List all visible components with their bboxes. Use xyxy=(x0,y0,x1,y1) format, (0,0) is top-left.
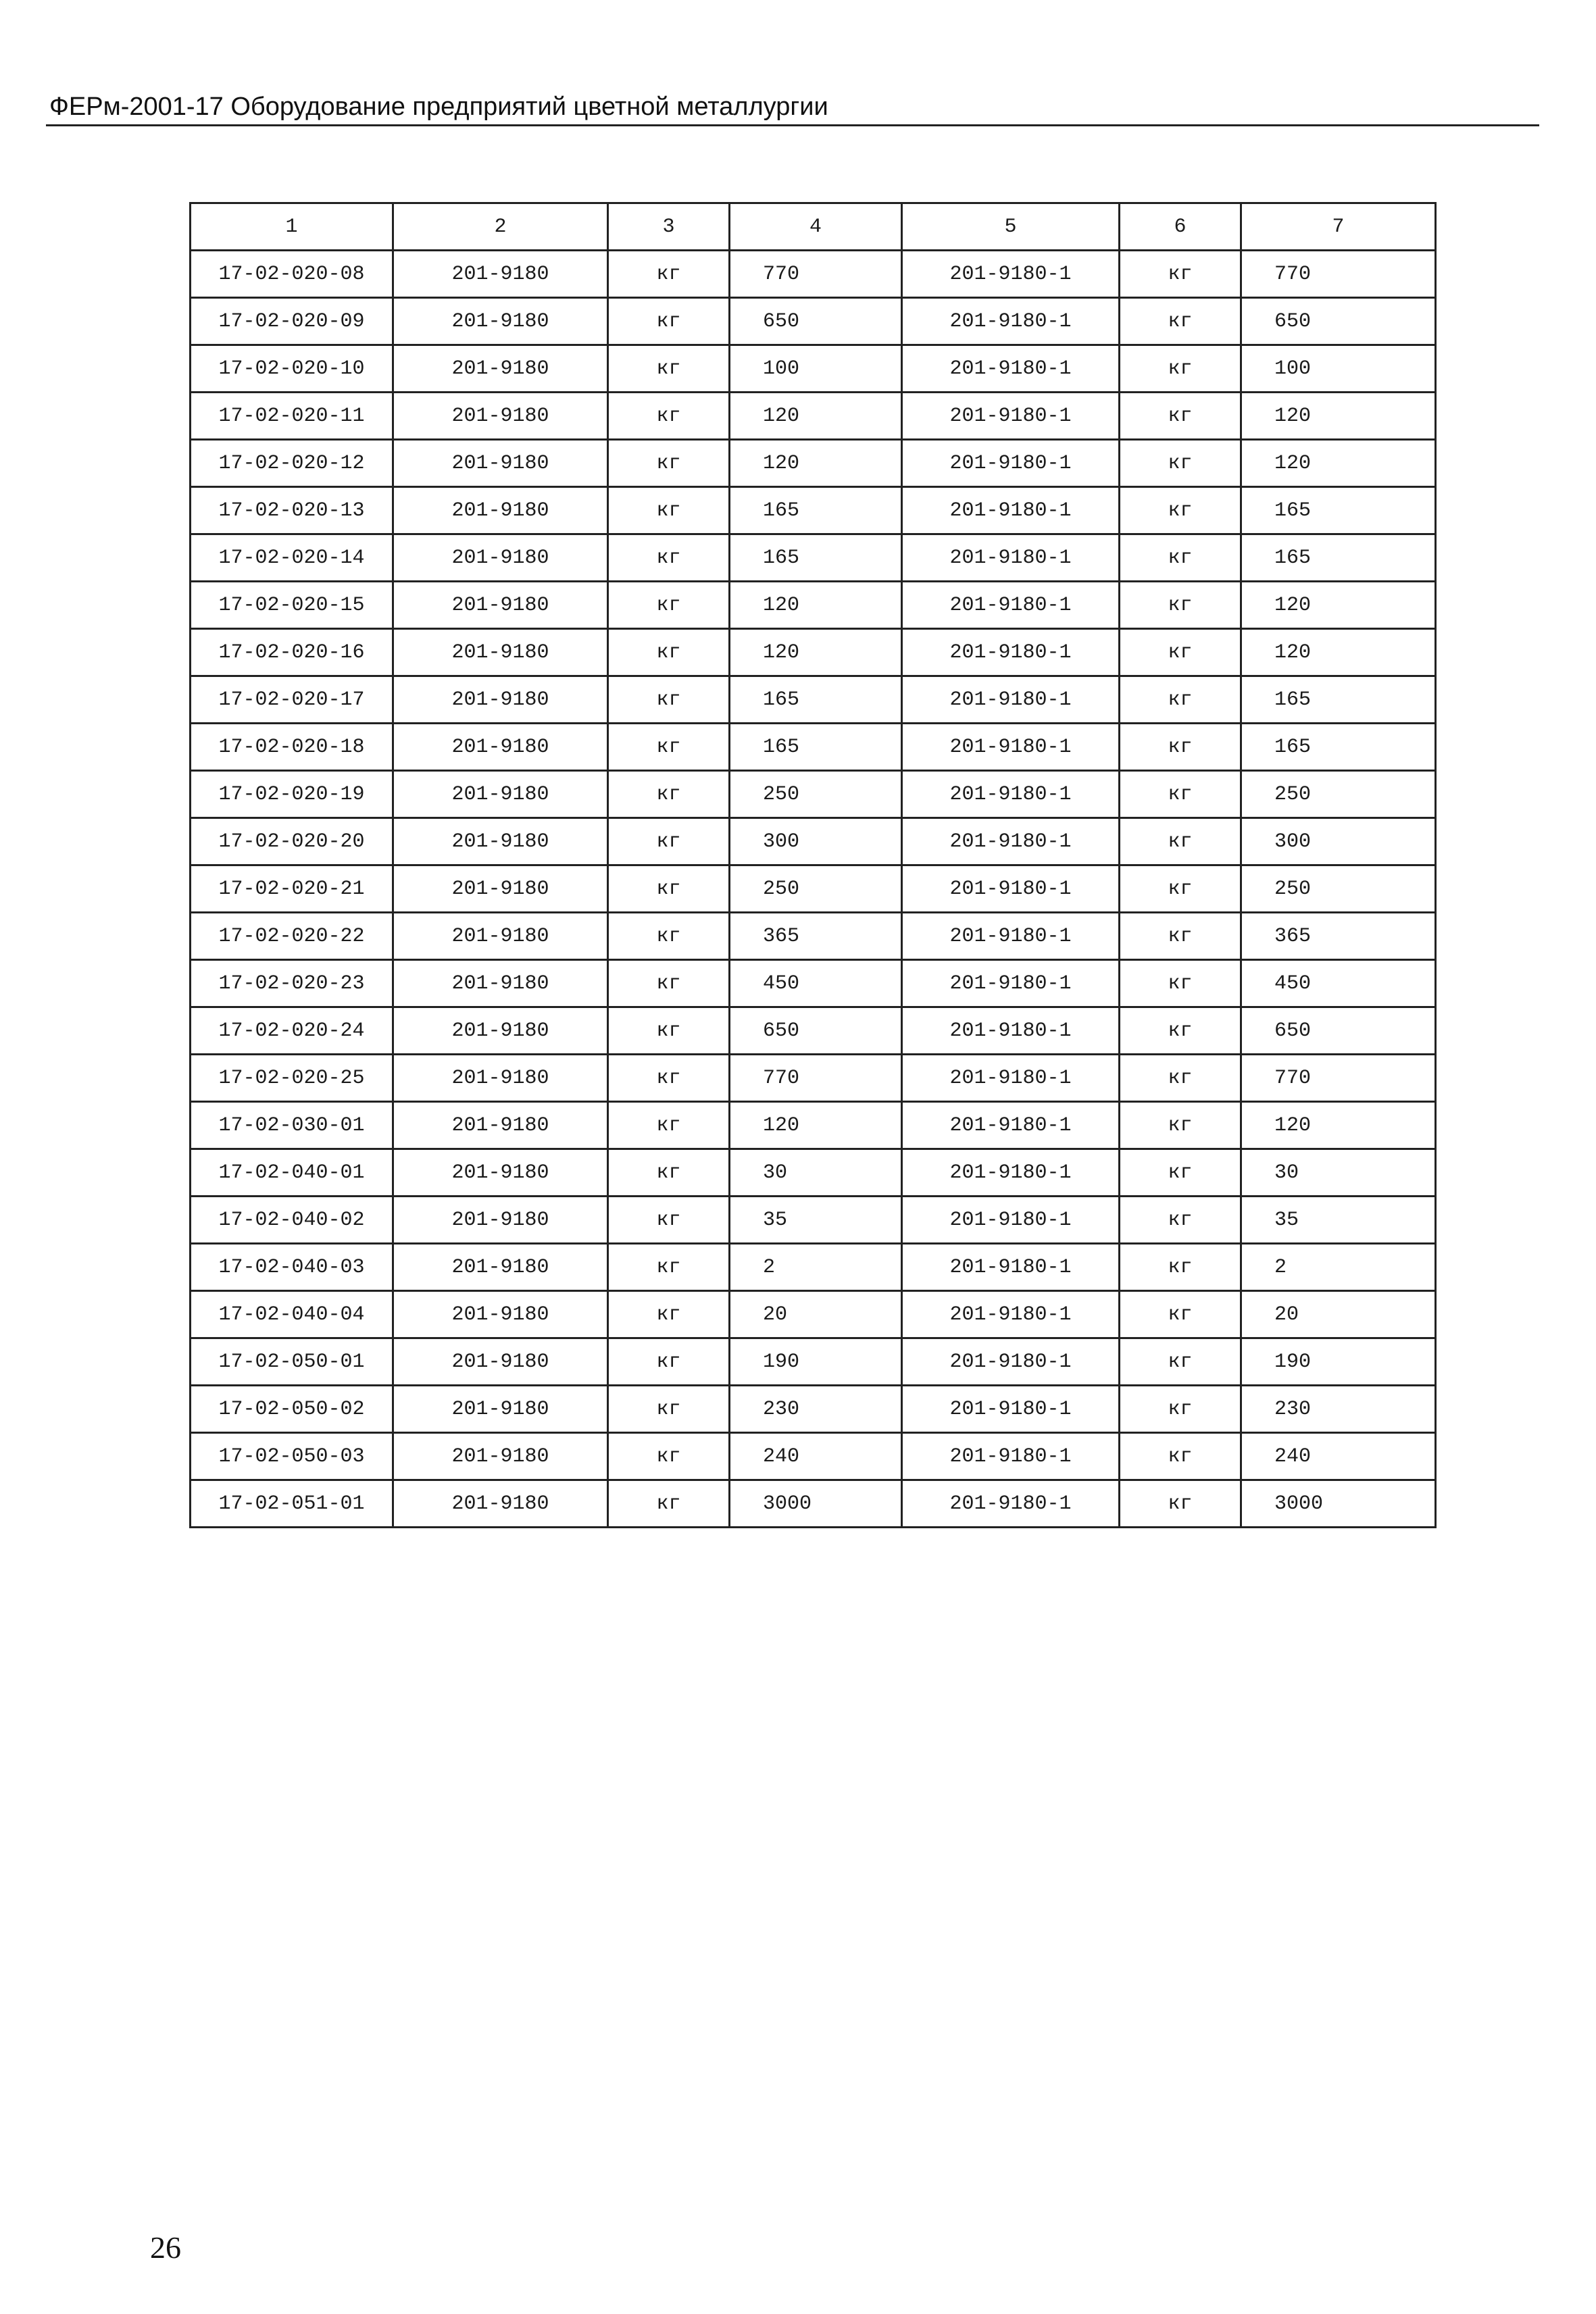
replacement-unit-cell: кг xyxy=(1120,1291,1241,1338)
resource-code-cell: 201-9180 xyxy=(393,724,608,771)
resource-code-cell: 201-9180 xyxy=(393,393,608,440)
replacement-quantity-cell: 165 xyxy=(1241,676,1436,724)
resource-code-cell: 201-9180 xyxy=(393,1386,608,1433)
replacement-unit-cell: кг xyxy=(1120,913,1241,960)
code-cell: 17-02-020-13 xyxy=(191,487,393,534)
replacement-unit-cell: кг xyxy=(1120,251,1241,298)
unit-cell: кг xyxy=(608,960,730,1007)
replacement-quantity-cell: 100 xyxy=(1241,345,1436,393)
replacement-quantity-cell: 165 xyxy=(1241,534,1436,582)
quantity-cell: 165 xyxy=(730,534,902,582)
replacement-quantity-cell: 250 xyxy=(1241,865,1436,913)
unit-cell: кг xyxy=(608,629,730,676)
replacement-unit-cell: кг xyxy=(1120,818,1241,865)
code-cell: 17-02-020-10 xyxy=(191,345,393,393)
unit-cell: кг xyxy=(608,1197,730,1244)
replacement-quantity-cell: 650 xyxy=(1241,1007,1436,1055)
replacement-code-cell: 201-9180-1 xyxy=(902,298,1120,345)
resource-code-cell: 201-9180 xyxy=(393,1007,608,1055)
unit-cell: кг xyxy=(608,534,730,582)
replacement-unit-cell: кг xyxy=(1120,1197,1241,1244)
resource-code-cell: 201-9180 xyxy=(393,534,608,582)
unit-cell: кг xyxy=(608,582,730,629)
replacement-unit-cell: кг xyxy=(1120,771,1241,818)
table-header-row xyxy=(191,203,1436,251)
code-cell: 17-02-020-21 xyxy=(191,865,393,913)
quantity-cell: 365 xyxy=(730,913,902,960)
resource-code-cell: 201-9180 xyxy=(393,582,608,629)
code-cell: 17-02-050-03 xyxy=(191,1433,393,1480)
replacement-quantity-cell: 190 xyxy=(1241,1338,1436,1386)
resource-code-cell: 201-9180 xyxy=(393,865,608,913)
replacement-unit-cell: кг xyxy=(1120,1149,1241,1197)
replacement-code-cell: 201-9180-1 xyxy=(902,1338,1120,1386)
replacement-code-cell: 201-9180-1 xyxy=(902,1291,1120,1338)
code-cell: 17-02-020-11 xyxy=(191,393,393,440)
unit-cell: кг xyxy=(608,1007,730,1055)
quantity-cell: 250 xyxy=(730,865,902,913)
code-cell: 17-02-020-14 xyxy=(191,534,393,582)
code-cell: 17-02-020-17 xyxy=(191,676,393,724)
table-row xyxy=(191,1338,1436,1386)
replacement-code-cell: 201-9180-1 xyxy=(902,818,1120,865)
quantity-cell: 770 xyxy=(730,1055,902,1102)
table-row xyxy=(191,1433,1436,1480)
unit-cell: кг xyxy=(608,1055,730,1102)
resource-code-cell: 201-9180 xyxy=(393,771,608,818)
column-header-6: 6 xyxy=(1120,203,1241,251)
table-row xyxy=(191,771,1436,818)
resource-code-cell: 201-9180 xyxy=(393,1338,608,1386)
code-cell: 17-02-020-19 xyxy=(191,771,393,818)
code-cell: 17-02-040-01 xyxy=(191,1149,393,1197)
replacement-quantity-cell: 650 xyxy=(1241,298,1436,345)
code-cell: 17-02-020-25 xyxy=(191,1055,393,1102)
replacement-quantity-cell: 165 xyxy=(1241,487,1436,534)
resource-code-cell: 201-9180 xyxy=(393,913,608,960)
code-cell: 17-02-040-04 xyxy=(191,1291,393,1338)
code-cell: 17-02-040-03 xyxy=(191,1244,393,1291)
quantity-cell: 450 xyxy=(730,960,902,1007)
unit-cell: кг xyxy=(608,345,730,393)
code-cell: 17-02-030-01 xyxy=(191,1102,393,1149)
code-cell: 17-02-020-18 xyxy=(191,724,393,771)
resource-code-cell: 201-9180 xyxy=(393,1149,608,1197)
replacement-unit-cell: кг xyxy=(1120,393,1241,440)
replacement-code-cell: 201-9180-1 xyxy=(902,393,1120,440)
unit-cell: кг xyxy=(608,393,730,440)
unit-cell: кг xyxy=(608,1338,730,1386)
quantity-cell: 3000 xyxy=(730,1480,902,1528)
replacement-quantity-cell: 300 xyxy=(1241,818,1436,865)
replacement-unit-cell: кг xyxy=(1120,1433,1241,1480)
quantity-cell: 165 xyxy=(730,487,902,534)
replacement-code-cell: 201-9180-1 xyxy=(902,251,1120,298)
column-header-5: 5 xyxy=(902,203,1120,251)
table-row xyxy=(191,960,1436,1007)
table-row xyxy=(191,1386,1436,1433)
unit-cell: кг xyxy=(608,487,730,534)
unit-cell: кг xyxy=(608,865,730,913)
table-row xyxy=(191,865,1436,913)
replacement-code-cell: 201-9180-1 xyxy=(902,865,1120,913)
resource-code-cell: 201-9180 xyxy=(393,345,608,393)
replacement-code-cell: 201-9180-1 xyxy=(902,1433,1120,1480)
document-header-title: ФЕРм-2001-17 Оборудование предприятий цветной металлургии xyxy=(49,93,828,121)
replacement-unit-cell: кг xyxy=(1120,345,1241,393)
table-row xyxy=(191,251,1436,298)
replacement-code-cell: 201-9180-1 xyxy=(902,345,1120,393)
replacement-quantity-cell: 770 xyxy=(1241,1055,1436,1102)
table-row xyxy=(191,913,1436,960)
replacement-code-cell: 201-9180-1 xyxy=(902,1102,1120,1149)
table-row xyxy=(191,629,1436,676)
quantity-cell: 165 xyxy=(730,676,902,724)
unit-cell: кг xyxy=(608,440,730,487)
replacement-code-cell: 201-9180-1 xyxy=(902,629,1120,676)
replacement-unit-cell: кг xyxy=(1120,676,1241,724)
replacement-unit-cell: кг xyxy=(1120,1055,1241,1102)
unit-cell: кг xyxy=(608,771,730,818)
replacement-unit-cell: кг xyxy=(1120,1386,1241,1433)
resource-code-cell: 201-9180 xyxy=(393,440,608,487)
quantity-cell: 190 xyxy=(730,1338,902,1386)
replacement-code-cell: 201-9180-1 xyxy=(902,771,1120,818)
table-row xyxy=(191,393,1436,440)
quantity-cell: 30 xyxy=(730,1149,902,1197)
unit-cell: кг xyxy=(608,251,730,298)
replacement-unit-cell: кг xyxy=(1120,629,1241,676)
unit-cell: кг xyxy=(608,1102,730,1149)
code-cell: 17-02-020-16 xyxy=(191,629,393,676)
replacement-unit-cell: кг xyxy=(1120,1102,1241,1149)
table-row xyxy=(191,1480,1436,1528)
replacement-unit-cell: кг xyxy=(1120,298,1241,345)
code-cell: 17-02-051-01 xyxy=(191,1480,393,1528)
replacement-unit-cell: кг xyxy=(1120,960,1241,1007)
replacement-quantity-cell: 240 xyxy=(1241,1433,1436,1480)
replacement-unit-cell: кг xyxy=(1120,1480,1241,1528)
replacement-quantity-cell: 450 xyxy=(1241,960,1436,1007)
resource-code-cell: 201-9180 xyxy=(393,818,608,865)
column-header-7: 7 xyxy=(1241,203,1436,251)
replacement-code-cell: 201-9180-1 xyxy=(902,534,1120,582)
replacement-unit-cell: кг xyxy=(1120,1338,1241,1386)
replacement-quantity-cell: 230 xyxy=(1241,1386,1436,1433)
replacement-code-cell: 201-9180-1 xyxy=(902,1244,1120,1291)
table-row xyxy=(191,1149,1436,1197)
table-row xyxy=(191,298,1436,345)
replacement-code-cell: 201-9180-1 xyxy=(902,960,1120,1007)
replacement-code-cell: 201-9180-1 xyxy=(902,440,1120,487)
resource-code-cell: 201-9180 xyxy=(393,1291,608,1338)
quantity-cell: 120 xyxy=(730,1102,902,1149)
table-row xyxy=(191,1197,1436,1244)
resource-code-cell: 201-9180 xyxy=(393,1244,608,1291)
replacement-code-cell: 201-9180-1 xyxy=(902,1007,1120,1055)
resource-code-cell: 201-9180 xyxy=(393,1055,608,1102)
replacement-quantity-cell: 120 xyxy=(1241,1102,1436,1149)
table-row xyxy=(191,487,1436,534)
unit-cell: кг xyxy=(608,1386,730,1433)
code-cell: 17-02-050-02 xyxy=(191,1386,393,1433)
unit-cell: кг xyxy=(608,818,730,865)
code-cell: 17-02-020-09 xyxy=(191,298,393,345)
replacement-quantity-cell: 120 xyxy=(1241,629,1436,676)
unit-cell: кг xyxy=(608,676,730,724)
table-body xyxy=(191,203,1436,1528)
replacement-quantity-cell: 365 xyxy=(1241,913,1436,960)
unit-cell: кг xyxy=(608,1291,730,1338)
replacement-code-cell: 201-9180-1 xyxy=(902,1386,1120,1433)
quantity-cell: 120 xyxy=(730,629,902,676)
code-cell: 17-02-020-15 xyxy=(191,582,393,629)
quantity-cell: 20 xyxy=(730,1291,902,1338)
quantity-cell: 100 xyxy=(730,345,902,393)
replacement-code-cell: 201-9180-1 xyxy=(902,1055,1120,1102)
replacement-quantity-cell: 120 xyxy=(1241,393,1436,440)
table-row xyxy=(191,818,1436,865)
column-header-2: 2 xyxy=(393,203,608,251)
quantity-cell: 250 xyxy=(730,771,902,818)
quantity-cell: 230 xyxy=(730,1386,902,1433)
replacement-code-cell: 201-9180-1 xyxy=(902,913,1120,960)
replacement-unit-cell: кг xyxy=(1120,534,1241,582)
replacement-unit-cell: кг xyxy=(1120,582,1241,629)
table-row xyxy=(191,724,1436,771)
quantity-cell: 300 xyxy=(730,818,902,865)
table-row xyxy=(191,1007,1436,1055)
replacement-code-cell: 201-9180-1 xyxy=(902,1197,1120,1244)
quantity-cell: 35 xyxy=(730,1197,902,1244)
resource-code-cell: 201-9180 xyxy=(393,1197,608,1244)
replacement-code-cell: 201-9180-1 xyxy=(902,1149,1120,1197)
unit-cell: кг xyxy=(608,1244,730,1291)
quantity-cell: 770 xyxy=(730,251,902,298)
replacement-code-cell: 201-9180-1 xyxy=(902,582,1120,629)
table-row xyxy=(191,534,1436,582)
replacement-code-cell: 201-9180-1 xyxy=(902,676,1120,724)
quantity-cell: 650 xyxy=(730,1007,902,1055)
code-cell: 17-02-020-22 xyxy=(191,913,393,960)
replacement-code-cell: 201-9180-1 xyxy=(902,1480,1120,1528)
replacement-unit-cell: кг xyxy=(1120,724,1241,771)
table-row xyxy=(191,582,1436,629)
page-number: 26 xyxy=(150,2230,181,2265)
table-row xyxy=(191,1244,1436,1291)
table-row xyxy=(191,1102,1436,1149)
code-cell: 17-02-020-08 xyxy=(191,251,393,298)
resource-code-cell: 201-9180 xyxy=(393,1433,608,1480)
resource-code-cell: 201-9180 xyxy=(393,1480,608,1528)
resource-code-cell: 201-9180 xyxy=(393,298,608,345)
replacement-unit-cell: кг xyxy=(1120,1244,1241,1291)
replacement-quantity-cell: 120 xyxy=(1241,582,1436,629)
resource-code-cell: 201-9180 xyxy=(393,676,608,724)
column-header-3: 3 xyxy=(608,203,730,251)
unit-cell: кг xyxy=(608,724,730,771)
column-header-4: 4 xyxy=(730,203,902,251)
quantity-cell: 120 xyxy=(730,393,902,440)
replacement-quantity-cell: 30 xyxy=(1241,1149,1436,1197)
quantity-cell: 2 xyxy=(730,1244,902,1291)
unit-cell: кг xyxy=(608,1149,730,1197)
replacement-quantity-cell: 35 xyxy=(1241,1197,1436,1244)
replacement-quantity-cell: 2 xyxy=(1241,1244,1436,1291)
resource-code-cell: 201-9180 xyxy=(393,629,608,676)
replacement-quantity-cell: 770 xyxy=(1241,251,1436,298)
header-divider xyxy=(46,124,1539,126)
resource-code-cell: 201-9180 xyxy=(393,960,608,1007)
unit-cell: кг xyxy=(608,298,730,345)
replacement-code-cell: 201-9180-1 xyxy=(902,724,1120,771)
table-row xyxy=(191,676,1436,724)
table-row xyxy=(191,1055,1436,1102)
table-row xyxy=(191,440,1436,487)
resource-code-cell: 201-9180 xyxy=(393,251,608,298)
replacement-unit-cell: кг xyxy=(1120,440,1241,487)
code-cell: 17-02-020-23 xyxy=(191,960,393,1007)
table-row xyxy=(191,345,1436,393)
replacement-quantity-cell: 120 xyxy=(1241,440,1436,487)
code-cell: 17-02-050-01 xyxy=(191,1338,393,1386)
replacement-quantity-cell: 20 xyxy=(1241,1291,1436,1338)
quantity-cell: 240 xyxy=(730,1433,902,1480)
quantity-cell: 120 xyxy=(730,440,902,487)
table-row xyxy=(191,1291,1436,1338)
quantity-cell: 165 xyxy=(730,724,902,771)
code-cell: 17-02-020-24 xyxy=(191,1007,393,1055)
column-header-1: 1 xyxy=(191,203,393,251)
unit-cell: кг xyxy=(608,913,730,960)
replacement-code-cell: 201-9180-1 xyxy=(902,487,1120,534)
code-cell: 17-02-040-02 xyxy=(191,1197,393,1244)
replacement-quantity-cell: 3000 xyxy=(1241,1480,1436,1528)
quantity-cell: 650 xyxy=(730,298,902,345)
code-cell: 17-02-020-12 xyxy=(191,440,393,487)
replacement-quantity-cell: 250 xyxy=(1241,771,1436,818)
replacement-unit-cell: кг xyxy=(1120,487,1241,534)
unit-cell: кг xyxy=(608,1480,730,1528)
resource-code-cell: 201-9180 xyxy=(393,487,608,534)
code-cell: 17-02-020-20 xyxy=(191,818,393,865)
resource-code-cell: 201-9180 xyxy=(393,1102,608,1149)
resource-table xyxy=(189,202,1437,1528)
replacement-quantity-cell: 165 xyxy=(1241,724,1436,771)
replacement-unit-cell: кг xyxy=(1120,865,1241,913)
quantity-cell: 120 xyxy=(730,582,902,629)
unit-cell: кг xyxy=(608,1433,730,1480)
replacement-unit-cell: кг xyxy=(1120,1007,1241,1055)
